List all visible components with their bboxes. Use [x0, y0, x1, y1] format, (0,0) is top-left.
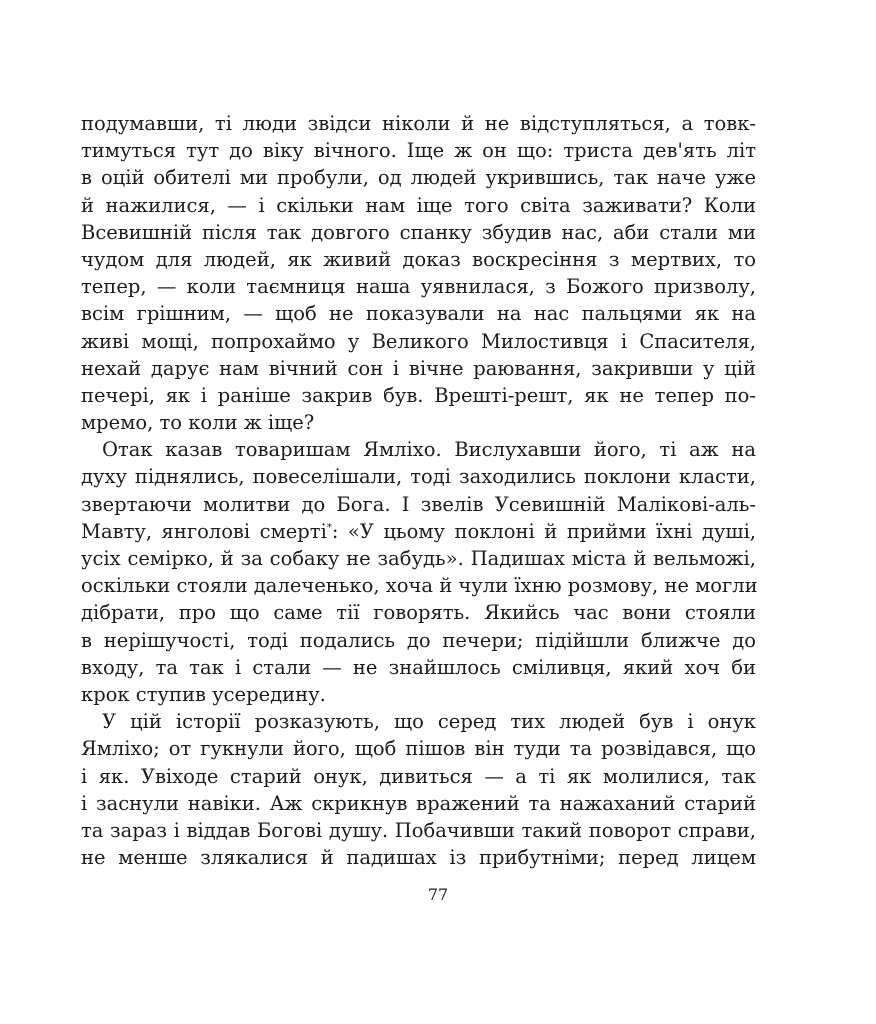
text-line: печері, як і раніше закрив був. Врешті-решт, як не тепер по-	[81, 383, 756, 407]
text-line: тепер, — коли таємниця наша уявнилася, з Божого призволу,	[81, 275, 756, 299]
text-line: та зараз і віддав Богові душу. Побачивши такий поворот справи,	[81, 818, 756, 842]
text-line: оскільки стояли далеченько, хоча й чули їхню розмову, не могли	[81, 574, 758, 598]
text-line: крок ступив усередину.	[81, 682, 326, 706]
text-line-with-footnote	[81, 518, 756, 545]
body-text	[81, 110, 756, 871]
text-line: входу, та так і стали — не знайшлось сміливця, який хоч би	[81, 655, 756, 679]
text-line: і як. Увіходе старий онук, дивиться — а ті як молилися, так	[81, 764, 756, 788]
text-line: в оцій обителі ми пробули, од людей укрившись, так наче уже	[81, 166, 756, 190]
page-number: 77	[427, 885, 449, 904]
text-fragment: Мавту, янголові смерті	[81, 519, 327, 543]
text-line: живі мощі, попрохаймо у Великого Милостивця і Спасителя,	[81, 329, 756, 353]
text-line: Ямліхо; от гукнули його, щоб пішов він туди та розвідався, що	[81, 737, 756, 761]
text-line: дібрати, про що саме тії говорять. Якийсь час вони стояли	[81, 601, 756, 625]
text-line: духу піднялись, повеселішали, тоді заходились поклони класти,	[81, 465, 756, 489]
text-line: тимуться тут до віку вічного. Іще ж он що: триста дев'ять літ	[81, 139, 756, 163]
text-line: й нажилися, — і скільки нам іще того світа заживати? Коли	[81, 193, 756, 217]
text-line: мремо, то коли ж іще?	[81, 411, 315, 435]
text-line: Отак казав товаришам Ямліхо. Вислухавши його, ті аж на	[102, 438, 756, 462]
text-line: чудом для людей, як живий доказ воскресіння з мертвих, то	[81, 247, 756, 271]
text-line: нехай дарує нам вічний сон і вічне раювання, закривши у цій	[81, 356, 756, 380]
footnote-marker[interactable]: *	[326, 522, 332, 534]
text-fragment: : «У цьому поклоні й прийми їхні душі,	[331, 519, 756, 543]
text-line: усіх семірко, й за собаку не забудь». Падишах міста й вельможі,	[81, 547, 756, 570]
text-line: У цій історії розказують, що серед тих людей був і онук	[102, 710, 756, 734]
text-line: подумавши, ті люди звідси ніколи й не відступляться, а товк-	[81, 112, 756, 135]
text-line: звертаючи молитви до Бога. І звелів Усевишній Малікові-аль-	[81, 492, 756, 516]
text-line: в нерішучості, тоді подались до печери; підійшли ближче до	[81, 628, 756, 652]
text-line: і заснули навіки. Аж скрикнув вражений та нажаханий старий	[81, 791, 756, 815]
text-line: не менше злякалися й падишах із прибутніми; перед лицем	[81, 846, 756, 870]
text-line: всім грішним, — щоб не показували на нас пальцями як на	[81, 302, 756, 326]
text-line: Всевишній після так довгого спанку збудив нас, аби стали ми	[81, 220, 756, 244]
